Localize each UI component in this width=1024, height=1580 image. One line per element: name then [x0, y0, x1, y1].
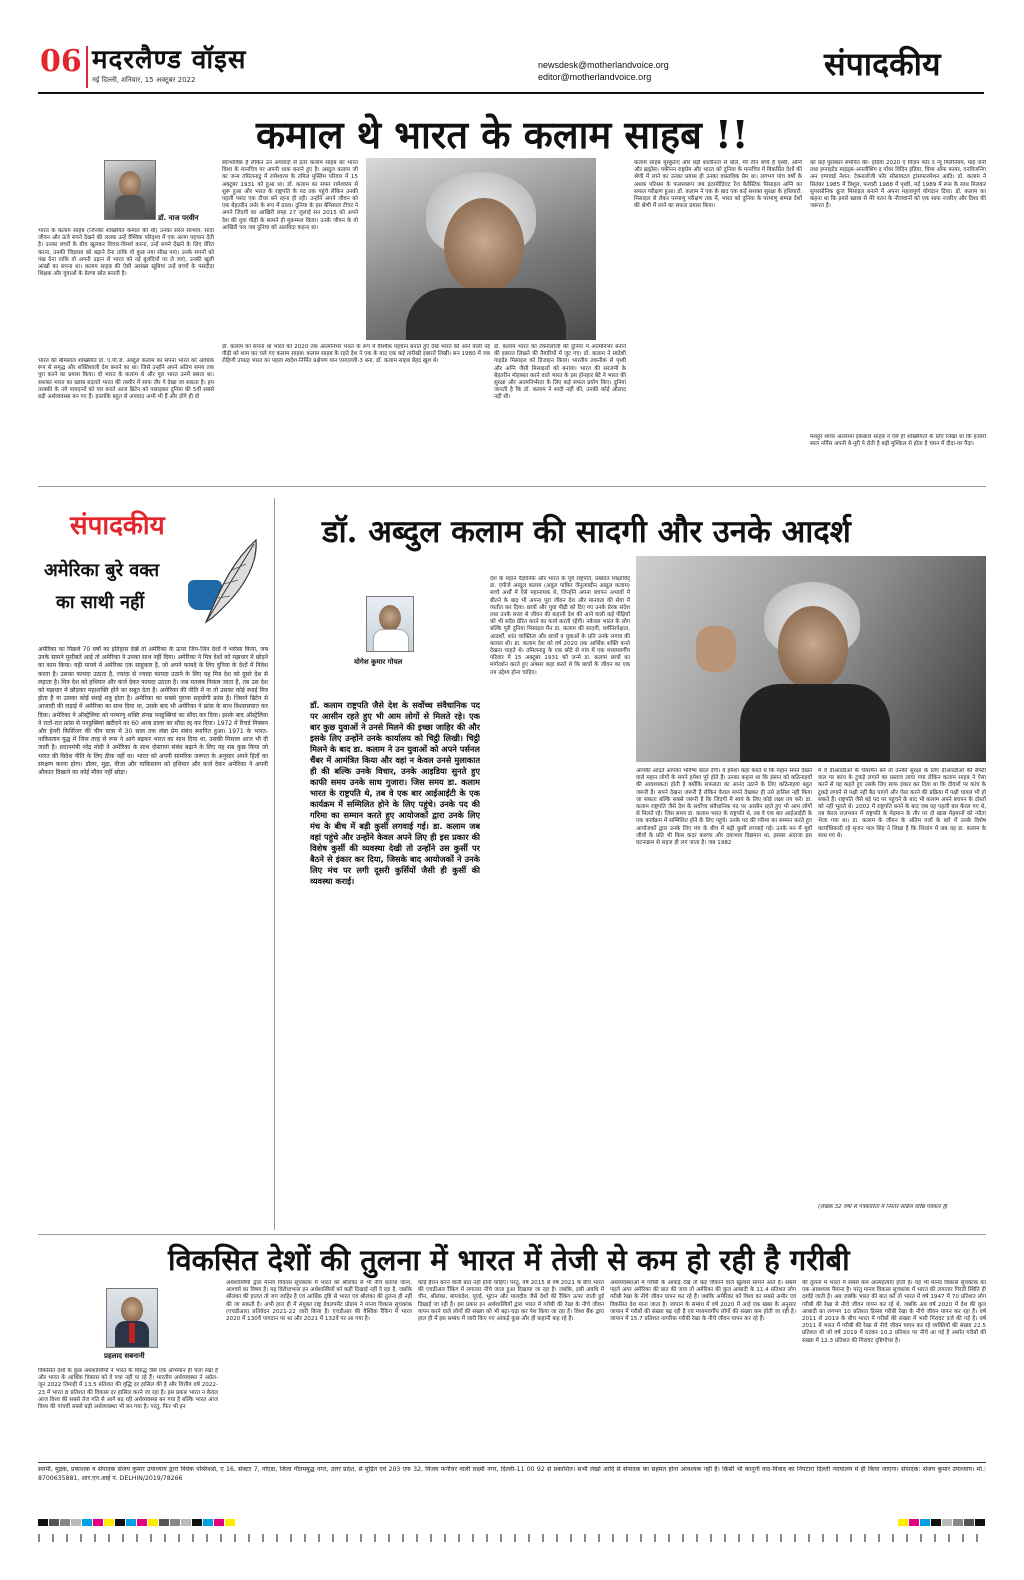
email-editor[interactable]: editor@motherlandvoice.org	[538, 72, 652, 82]
section-rule-2	[38, 1234, 986, 1235]
section-rule-1	[38, 486, 986, 487]
editorial-box	[38, 500, 262, 640]
article2-photo-kalam-waving	[636, 556, 986, 762]
article1-col1-para2: भारत की बेमिसाल शख्सियत डॉ. ए.पी.जे. अब्दुल कलाम का सपना भारत को आर्थिक रूप से समृद्ध और शक्तिशाली देश बनाने का था। जिसे उन्होंने अपने अंतिम समय तक पूरा करने का प्रयास किया। वो भारत के कलाम थे और पूरा भारत उनमें बसता था। सशक्त भारत का ख्वाब बदलते भारत की तस्वीर में साफ तौर पे देखा जा सकता है। हम तरक्की के नये पायदानों को पार करते आज ब्रिटेन को पछाड़कर दुनिया की 5वीं सबसे बड़ी अर्थव्यवस्था बन गए हैं। हालांकि बहुत से अपवाद अभी भी हैं और होंगे ही वो	[38, 358, 214, 401]
article3-headline: विकसित देशों की तुलना में भारत में तेजी से कम हो रही है गरीबी	[168, 1243, 850, 1277]
article3-col2: अर्थशास्त्रियों द्वारा मानव विकास सूचकांक में भारत को श्रीलंका से भी नीचे बताया जाना, आश्चर्य का विषय है। यह विरोधाभास इन अर्थशास्त्रियों को कहीं दिखाई नहीं दे रहा है, जबकि श्रीलंका की हालत तो जग जाहिर है एवं आर्थिक दृष्टि से भारत एवं श्रीलंका की तुलना ही नहीं की जा सकती है। अभी हाल ही में संयुक्त राष्ट्र डेवलपमेंट प्रोग्राम ने मानव विकास सूचकांक (एचडीआर) प्रतिवेदन 2021-22 जारी किया है। एचडीआर की वैश्विक रैंकिंग में भारत 2020 में 130वें पायदान पर था और 2021 में 132वें पर आ गया है।	[226, 1280, 412, 1323]
article3-col4: अर्थव्यवस्थाओं में गरीबी के आंकड़े देखें तो कई चौकाने वाले खुलासे सामने आते हैं। सबसे पहले अगर अमेरिका की बात की जाय तो अमेरिका की कुल आबादी के 11.4 प्रतिशत लोग गरीबी रेखा के नीचे जीवन यापन कर रहे हैं। जबकि अमेरिका को विश्व का सबसे अमीर एवं विकसित देश माना जाता है। जापान के सम्बंध में वर्ष 2020 में आई एक खबर के अनुसार जापान में गरीबों की संख्या बढ़ रही है एवं मध्यमवर्गीय लोगों की संख्या कम होती जा रही है। जापान में 15.7 प्रतिशत नागरिक गरीबी रेखा के नीचे जीवन यापन कर रहे हैं।	[610, 1280, 796, 1323]
footer-imprint: स्वामी, मुद्रक, प्रकाशक व संपादक संजय कुमार उपाध्याय द्वारा विवेक पब्लिशर्स, ए 16, सेक्टर 7, नोएडा, जिला गौतमबुद्ध नगर, उत्तर प्रदेश, से मुद्रित एवं 203 एफ 32, विजय फर्नीचर वाली लक्ष्मी नगर, दिल्ली-11 00 92 से प्रकाशित। सभी लेखों आदि से संपादक का सहमत होना आवश्यक नहीं है। किसी भी कानूनी वाद-विवाद का निपटारा दिल्ली न्यायालय में ही किया जाएगा। संपादक: संजय कुमार उपाध्याय। मो.: 8700635881, आर.एन.आई नं. DELHIN/2019/78266	[38, 1466, 986, 1482]
article1-closing: मशहूर शायर अल्लामा इकबाल साहब ने ऐसे ही शख्सियतों के लिए लिखा था कि हजारों साल नर्गिस अपनी बे-नूरी पे रोती है बड़ी मुश्किल से होता है चमन में दीदा-वर पैदा।	[810, 434, 986, 448]
column-rule-editorial	[274, 498, 275, 1230]
article3-col1: विकसित देशों के कुछ अर्थशास्त्रियों ने भारत के विरुद्ध जैसे एक अभियान ही चला रखा है और भारत के आर्थिक विकास को वे पचा नहीं पा रहे हैं। भारतीय अर्थव्यवस्था ने अप्रेल-जून 2022 तिमाही में 13.5 प्रतिशत की वृद्धि दर हासिल की है और वित्तीय वर्ष 2022-23 में भारत 8 प्रतिशत की विकास दर हासिल करने जा रहा है। इस प्रकार भारत न केवल आज विश्व की सबसे तेज गति से आगे बढ़ रही अर्थव्यवस्था बन गया है बल्कि भारत आज विश्व की पांचवीं सबसे बड़ी अर्थव्यवस्था भी बन गया है। परंतु, फिर भी इन	[38, 1368, 218, 1411]
paper-name: मदरलैण्ड वॉइस	[92, 45, 247, 75]
article1-col4: कलाम साहब मुस्कुराए और बड़ी शालीनता से बोले, मेरे तीन बच्चे हैं पृथ्वी, अग्नि और ब्रह्मोस। यकीनन राष्ट्रप्रेम और भारत को दुनिया के मानचित्र में विकसित देशों की श्रेणी में लाने का उनका प्रयास ही उनका वास्तविक प्रेम था। लगभग पांच वर्षों के अथक परिश्रम के फलस्वरूप जब इंटरमीडिएट रेंज बैलेस्टिक मिसाइल अग्नि का सफल परीक्षण हुआ। डॉ. कलाम ने एक के बाद एक कई सशक्त सुरक्षा के हथियारों, मिसाइल से लेकर परमाणु परीक्षण तक में, भारत को दुनिया के परमाणु सम्पन्न देशों की श्रेणी में लाने का सफल प्रयास किया।	[634, 160, 802, 210]
crop-marks	[38, 1534, 986, 1542]
article3-author: प्रहलाद सबनानी	[104, 1352, 145, 1360]
footer-rule	[38, 1462, 986, 1463]
article1-col5: को कई पुरस्कार समर्पित की- इंडिया 2020 ए विज़न फॉर द न्यू मिलेनियम, माई जर्नी तथा इग्नाइटेड माइंड्स-अनलीशिंग द पॉवर विदिन इंडिया, विंग्स ऑफ फायर, एनविजनिंग अन एम्पावर्ड नेशन: टेक्नालॉजी फॉर सोसायटल ट्रांसफारमेशन आदि। डॉ. कलाम ने सितंबर 1985 में त्रिशूल, फरवरी 1988 में पृथ्वी, मई 1989 में रूस के साथ मिलकर सुपरसोनिक क्रूज मिसाइल बनाने में अपना महत्वपूर्ण योगदान दिया। डॉ. कलाम का कहना था कि इमारे ख्वाब से मेरे वतन के नौजवानों को एक साफ नजरिए और दिशा की जरूरत है।	[810, 160, 986, 210]
email-newsdesk[interactable]: newsdesk@motherlandvoice.org	[538, 60, 669, 70]
article2-col3: में वे डीआरडीओ के चेयरमैन बने तो उनकी सुरक्षा के लिए डीआरडीओ की सेफ्टी वाल पर कांच के टुकड़े लगाने का प्रस्ताव लाया गया लेकिन कलाम साहब ने ऐसा करने से यह कहते हुए उसके लिए साफ इंकार कर दिया था कि दीवारों पर कांच के टुकड़े लगाने से पक्षी नहीं बैठ पाएंगे और ऐसा करने की प्रक्रिया में पक्षी घायल भी हो सकते हैं। राष्ट्रपति जैसे बड़े पद पर पहुंचने के बाद भी कलाम अपने बचपन के दोस्तों को नहीं भूलते थे। 2002 में राष्ट्रपति बनने के बाद जब वह पहली बार केरल गए थे, तब केरल राजभवन में राष्ट्रपति के मेहमान के तौर पर दो खास मेहमानों को न्यौता भेजा गया था। डा. कलाम के जीवन के अंतिम पलों के बारे में उनके विशेष कार्याधिकारी रहे सृजन पाल सिंह ने लिखा है कि शिलांग में जब वह डा. कलाम के साथ गए थे।	[818, 768, 986, 839]
author-photo-prahlad-sabnani	[106, 1288, 158, 1348]
editorial-title-line1: अमेरिका बुरे वक्त	[44, 560, 160, 581]
article1-photo-kalam	[366, 158, 596, 340]
article2-pullquote	[310, 700, 480, 948]
page-number: 06	[40, 44, 82, 79]
editorial-body: अमेरिका का पिछले 70 वर्षों का इतिहास देखें तो अमेरिका के ऊपर जिन-जिन देशों ने भरोसा किया, जब उनके सामने मुसीबतें आई तो अमेरिका ने उनका साथ नहीं दिया। अमेरिका ने मित्र देशों को मझधार में छोड़ने का काम किया। यही मायने में अमेरिका एक साहूकार है, जो अपने फायदे के लिए दुनिया के देशों में निवेश करता है। उसका फायदा उठाता है, ज्यादा से ज्यादा फायदा उठाने के लिए यह मित्र देश को दूसरे देश से लड़ाता है। मित्र देश को हथियार और कर्ज देकर फायदा उठाता है। जब मतलब निकल जाता है, तब उस देश को मझधार में छोड़कर महाशक्ति होने का सबूत देता है। अमेरिका की नीति में ना तो उसका कोई स्थाई मित्र होता है ना उसका कोई स्थाई शत्रु होता है। अमेरिका का सबसे पुराना सहयोगी फ्रांस है। जिसने ब्रिटेन से आजादी की लड़ाई में अमेरिका का साथ दिया था, उसके बाद भी अमेरिका ने फ्रांस के साथ विश्वासघात कर दिया। अमेरिका ने ऑस्ट्रेलिया को परमाणु शक्ति संपन्न पनडुब्बियां का सौदा कर दिया। इसके बाद ऑस्ट्रेलिया ने रातों-रात फ्रांस से पनडुब्बियां खरीदने का 60 अरब डालर का सौदा रद्द कर दिया। 1972 में रिचर्ड निक्सन और हेनरी किसिंजर की चीन यात्रा में 30 साल तक लंबा प्रेम संबंध स्थापित हुआ। 1971 के भारत-पाकिस्तान युद्ध में जिस तरह से रूस ने आगे बढ़कर भारत का साथ दिया था, उसकी मिसाल आज भी दी जाती है। प्रधानमंत्री नरेंद्र मोदी ने अमेरिका के साथ दोस्ताना संबंध बढ़ाने के लिए यह सब कुछ किया जो भारत की विदेश नीति के लिए ठीक नहीं था। भारत को अपनी सामरिक जरूरत के अनुसार अपने हितों का संरक्षण करना होगा। डॉलर, मुद्रा, वीजा और पाकिस्तान को हथियार और कर्ज देकर अमेरिका ने अपनी औकात दिखाने का कोई मौका नहीं छोड़ा।	[38, 646, 268, 777]
author-photo-yogesh-goyal	[366, 596, 414, 652]
masthead	[0, 0, 1024, 96]
article2-footnote: (लेखक 32 वर्षों से पत्रकारिता में निरंतर सक्रिय वरिष्ठ पत्रकार हैं)	[818, 1204, 948, 1210]
article2-author: योगेश कुमार गोयल	[354, 658, 403, 666]
article2-quote-text: डॉ. कलाम राष्ट्रपति जैसे देश के सर्वोच्च संवैधानिक पद पर आसीन रहते हुए भी आम लोगों से मिलते रहे। एक बार कुछ युवाओं ने उनसे मिलने की इच्छा जाहिर की और इसके लिए उन्होंने उनके कार्यालय को चिट्ठी लिखी। चिट्ठी मिलने के बाद डा. कलाम ने उन युवाओं को अपने पर्सनल चैंबर में आमंत्रित किया और वहां न केवल उनसे मुलाकात ही की बल्कि उनके विचार, उनके आइडिया सुनते हुए काफी समय उनके साथ गुजारा। जिस समय डा. कलाम भारत के राष्ट्रपति थे, तब वे एक बार आईआईटी के एक कार्यक्रम में सम्मिलित होने के लिए पहुंचे। उनके पद की गरिमा का सम्मान करते हुए आयोजकों द्वारा उनके लिए मंच के बीच में बड़ी कुर्सी लगवाई गई। डा. कलाम जब वहां पहुंचे और उन्होंने केवल अपने लिए ही इस प्रकार की विशेष कुर्सी की व्यवस्था देखी तो उन्होंने उस कुर्सी पर बैठने से इंकार कर दिया, जिसके बाद आयोजकों ने उनके लिए मंच पर लगी दूसरी कुर्सियों जैसी ही कुर्सी की व्यवस्था कराई।	[310, 700, 480, 886]
header-rule	[38, 92, 984, 94]
article1-author: डॉ. नाज परवीन	[158, 214, 199, 222]
article1-headline: कमाल थे भारत के कलाम साहब !!	[256, 112, 749, 157]
quill-feather-icon	[198, 536, 262, 626]
article1-col3: डॉ. कलाम भारत को टेक्नोलॉजी की दुनिया में आत्मनिर्भर बनाने की इबारत लिखने की तैयारियों में जुट गए। डॉ. कलाम ने स्वदेशी गाइडेड मिसाइल को डिजाइन किया। भारतीय तकनीक से पृथ्वी और अग्नि जैसी मिसाइलों को बनाया। भारत की सरजमीं के बेहतरीन मोहब्बत करने वाले भारत के इस होनहार बेटे ने भारत की सुरक्षा और आत्मनिर्भरता के लिए कई सफल प्रयोग किए। दुनिया जानती है कि डॉ. कलाम ने शादी नहीं की, उनकी कोई औलाद नहीं थी।	[494, 344, 626, 401]
section-title: संपादकीय	[824, 45, 941, 83]
masthead-divider	[86, 46, 88, 88]
editorial-tag: संपादकीय	[70, 511, 165, 541]
article3-col3: कोई हैरान करने वाली बात नहीं होनी चाहिए। परंतु, वर्ष 2015 से वर्ष 2021 के बीच भारत की एचडीआर रैंकिंग में लगातार नीचे जाता हुआ दिखाया जा रहा है। जबकि, इसी अवधि में चीन, श्रीलंका, बांग्लादेश, यूएई, भूटान और मालदीव जैसे देशों की रैंकिंग ऊपर जाती हुई दिखाई जा रही है। इस प्रकार इन अर्थशास्त्रियों द्वारा भारत में गरीबी की रेखा के नीचे जीवन यापन करने वाले लोगों की संख्या को भी बढ़ा-चढ़ा कर पेश किया जा रहा है। विश्व बैंक द्वारा हाल ही में इस सम्बंध में जारी किए गए आंकड़े कुछ और ही कहानी कह रहे हैं।	[418, 1280, 604, 1323]
article3-col5: की तुलना में भारत में सबसे कम आत्महत्याएं होती हैं। यह भी मानव विकास सूचकांक का एक आवश्यक पैमाना है। परंतु मानव विकास सूचकांक में भारत की लगातार गिरती स्थिति ही दर्शाई जाती है। अब जबकि भारत की बात करें तो भारत में वर्ष 1947 में 70 प्रतिशत लोग गरीबी की रेखा से नीचे जीवन यापन कर रहे थे, जबकि अब वर्ष 2020 में देश की कुल आबादी का लगभग 10 प्रतिशत हिस्सा गरीबी रेखा के नीचे जीवन यापन कर रहा है। वर्ष 2011 से 2019 के बीच भारत में गरीबों की संख्या में भारी गिरावट दर्ज की गई है। वर्ष 2011 में भारत में गरीबी की रेखा से नीचे जीवन यापन कर रहे व्यक्तियों की संख्या 22.5 प्रतिशत थी जो वर्ष 2019 में घटकर 10.2 प्रतिशत पर नीचे आ गई है अर्थात गरीबों की संख्या में 12.3 प्रतिशत की गिरावट दृष्टिगोचर है।	[802, 1280, 986, 1344]
article2-col1: देश के महान वैज्ञानिक और भारत के पूर्व राष्ट्रपति, प्रख्यात शिक्षाविद् डा. एपीजे अब्दुल कलाम (अवुल पाकिर जैनुलाब्दीन अब्दुल कलाम) सच्चे अर्थों में ऐसे महानायक थे, जिन्होंने अपना बचपन अभावों में बीतने के बाद भी अपना पूरा जीवन देश और मानवता की सेवा में व्यतीत कर दिया। छात्रों और युवा पीढ़ी को दिए गए उनके प्रेरक संदेश तथा उनके सरल से जीवन की कहानी देश की आने वाली कई पीढ़ियों को भी सदैव प्रेरित करने का कार्य करती रहेगी। नकेवल भारत के लोग बल्कि पूरी दुनिया मिसाइल मैन डा. कलाम की सादगी, धर्मनिरपेक्षता, आदर्शों, शांत व्यक्तित्व और छात्रों व युवाओं के प्रति उनके लगाव की कायल थी। डा. कलाम देश को वर्ष 2020 तक आर्थिक शक्ति बनते देखना चाहते थे। तमिलनाडु के एक छोटे से गांव में एक मध्यमवर्गीय परिवार में 15 अक्टूबर 1931 को जन्मे डा. कलाम छात्रों का मार्गदर्शन करते हुए अक्सर कहा करते थे कि छात्रों के जीवन का एक तय उद्देश्य होना चाहिए।	[490, 576, 630, 676]
article2-col2: आपकी आदतें आपका भविष्य बदल देंगी। वे हमेशा कहा करते थे कि महान सपने देखने वाले महान लोगों के सपने हमेशा पूरे होते हैं। उनका कहना था कि इंसान को कठिनाइयों की आवश्यकता होती है क्योंकि सफलता का आनंद उठाने के लिए कठिनाइयां बहुत जरूरी हैं। सपने देखना जरूरी है लेकिन केवल सपने देखकर ही उसे हासिल नहीं किया जा सकता बल्कि सबसे जरूरी है कि जिंदगी में स्वयं के लिए कोई लक्ष्य तय करें। डा. कलाम राष्ट्रपति जैसे देश के सर्वोच्च संवैधानिक पद पर आसीन रहते हुए भी आम लोगों से मिलते रहे। जिस समय डा. कलाम भारत के राष्ट्रपति थे, तब वे एक बार आईआईटी के एक कार्यक्रम में सम्मिलित होने के लिए पहुंचे। उनके पद की गरिमा का सम्मान करते हुए आयोजकों द्वारा उनके लिए मंच के बीच में बड़ी कुर्सी लगवाई गई। उनके मन में युवों जीवों के प्रति भी किस कदर करुणा और दयाभाव विद्यमान था, इसका अंदाजा इस घटनाक्रम से सहज ही लग जाता है। जब 1982	[636, 768, 812, 847]
dateline: नई दिल्ली, शनिवार, 15 अक्टूबर 2022	[92, 76, 196, 84]
author-photo-naz-parveen	[104, 160, 156, 220]
article1-col2-para2: डॉ. कलाम का सपना था भारत को 2020 तक आत्मनिर्भर भारत के रूप में वैश्विक पहचान बनाते हुए देखें भारत की आने वाली नई पीढ़ी को शाम कर चले गए कलाम साहब। कलाम साहब के रहते देश ने एक के बाद एक कई तारीखी इबारतें लिखीं। सन 1980 में जब रोहिणी उपग्रह भारत का पहला स्वदेश-निर्मित प्रक्षेपण यान एसएलवी-3 बना, डॉ. कलाम साहब बेहद खुश थे।	[222, 344, 490, 365]
article1-col2-para1: स्वाभाविक है लेकिन उन अपवादों से इतर कलाम साहब का भारत विश्व के मानचित्र पर अपनी धाक बनाने हुए है। अब्दुल कलाम जी का जन्म तमिलनाडु में रामेश्वरम के तमिल मुस्लिम परिवार में 15 अक्टूबर 1931 को हुआ था। डॉ. कलाम का सफर रामेश्वरम से शुरू हुआ और भारत के राष्ट्रपति के पद तक पहुंचे लेकिन उनकी पहली पसंद एक टीचर बने रहना ही रही। उन्होंने अपने जीवन को एक बेहतरीन लर्नर के रूप में ढाला। दुनिया के इस बेमिसाल टीचर ने अपने जिंदगी का आखिरी लम्हा 27 जुलाई सन 2015 को अपने देश की युवा पीढ़ी के सामने ही मुकम्मल किया। उनके जीवन के वो आखिरी पल जब दुनिया को अलविदा कहना था।	[222, 160, 358, 231]
editorial-title-line2: का साथी नहीं	[56, 592, 145, 613]
article1-col1-para1: भारत के कलाम साहब (जिनकी शख्सियत कमाल की थी) उनका सरल स्वभाव, सादा जीवन और ऊंचे सपने देखने की ललक उन्हें वैश्विक परिदृश्य में एक अलग पहचान देती है। उनका बच्चों के बीच खुलकर विचार-विमर्श करना, उन्हें सपने देखने के लिए प्रेरित करना, उनकी जिज्ञासा को बढ़ाने देना ताकि वो कुछ नया सीख पाएं। उनके सपनों को पंख देना ताकि वो अपनी उड़ान से भारत को नई बुलंदियों पर ले जाएं, उनकी खुली आंखों का सपना था। कलाम साहब की ऐसी असंख्य खूबियां उन्हें बच्चों के पसंदीदा शिक्षक और युवाओं के प्रेरणा स्रोत बनाती है।	[38, 228, 214, 278]
article2-headline: डॉ. अब्दुल कलाम की सादगी और उनके आदर्श	[322, 514, 851, 550]
color-registration-bar-right	[780, 1514, 986, 1526]
